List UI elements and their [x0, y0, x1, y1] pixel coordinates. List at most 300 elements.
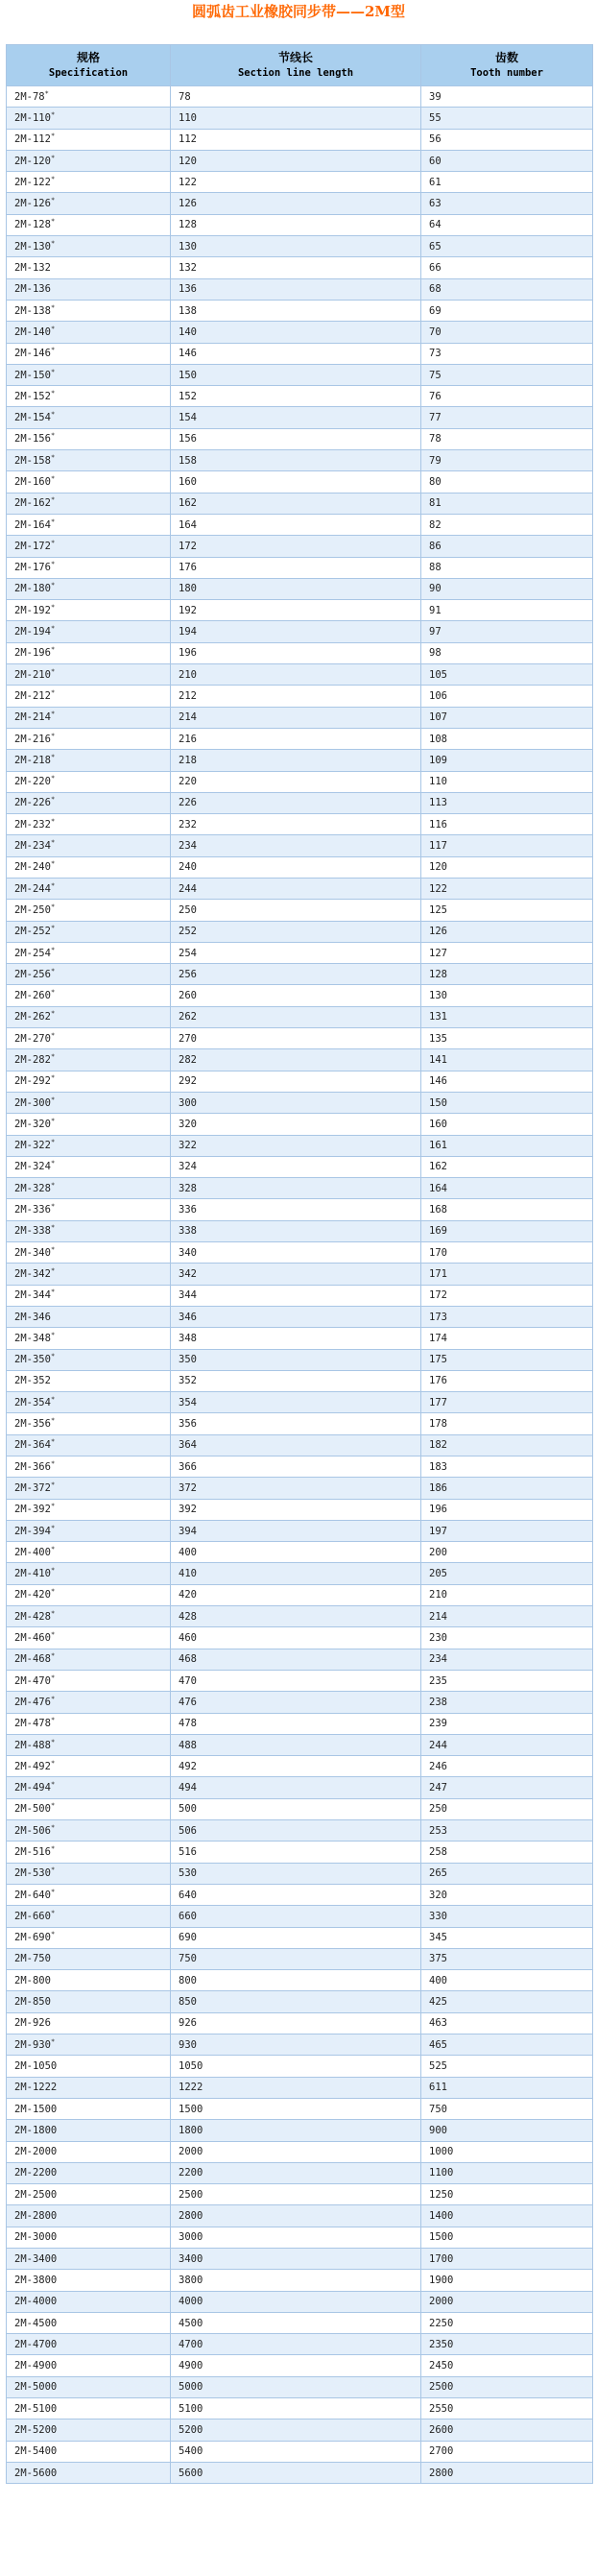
- table-row: [7, 2034, 593, 2056]
- cell-length: 1500: [171, 2098, 421, 2119]
- table-row: [7, 450, 593, 471]
- table-row: [7, 2462, 593, 2483]
- star-mark: *: [50, 1117, 56, 1125]
- cell-specification: [7, 364, 171, 385]
- specification-value: 2M-342: [14, 1267, 51, 1280]
- cell-specification: [7, 2120, 171, 2141]
- star-mark: *: [50, 1395, 56, 1404]
- cell-specification: [7, 1584, 171, 1605]
- cell-specification: [7, 193, 171, 214]
- cell-teeth: 196: [421, 1499, 593, 1520]
- specification-value: 2M-300: [14, 1096, 51, 1109]
- specification-value: 2M-366: [14, 1460, 51, 1473]
- star-mark: *: [50, 903, 56, 911]
- specification-value: 2M-750: [14, 1953, 51, 1965]
- cell-teeth: 130: [421, 985, 593, 1006]
- cell-teeth: 73: [421, 343, 593, 364]
- table-row: [7, 1092, 593, 1113]
- cell-teeth: 1900: [421, 2270, 593, 2291]
- cell-teeth: 170: [421, 1242, 593, 1264]
- cell-teeth: 173: [421, 1306, 593, 1327]
- specification-value: 2M-172: [14, 540, 51, 552]
- specification-value: 2M-400: [14, 1546, 51, 1558]
- table-row: [7, 2162, 593, 2183]
- cell-specification: [7, 814, 171, 835]
- cell-teeth: 345: [421, 1927, 593, 1948]
- star-mark: *: [44, 89, 49, 98]
- table-row: [7, 1627, 593, 1649]
- cell-teeth: 183: [421, 1457, 593, 1478]
- cell-length: 3000: [171, 2227, 421, 2248]
- star-mark: *: [50, 453, 56, 462]
- specification-value: 2M-130: [14, 240, 51, 253]
- star-mark: *: [50, 1566, 56, 1575]
- star-mark: *: [50, 1844, 56, 1853]
- cell-length: 3800: [171, 2270, 421, 2291]
- cell-specification: [7, 2012, 171, 2034]
- cell-teeth: 97: [421, 621, 593, 642]
- cell-teeth: 109: [421, 750, 593, 771]
- cell-specification: [7, 964, 171, 985]
- cell-teeth: 75: [421, 364, 593, 385]
- cell-specification: [7, 878, 171, 899]
- specification-value: 2M-220: [14, 776, 51, 788]
- table-row: [7, 1434, 593, 1456]
- star-mark: *: [50, 774, 56, 782]
- cell-specification: [7, 2184, 171, 2205]
- cell-teeth: 110: [421, 771, 593, 792]
- star-mark: *: [50, 817, 56, 826]
- table-row: [7, 257, 593, 278]
- star-mark: *: [50, 1695, 56, 1703]
- cell-specification: [7, 664, 171, 686]
- star-mark: *: [50, 1801, 56, 1810]
- cell-length: 270: [171, 1028, 421, 1049]
- specification-value: 2M-354: [14, 1396, 51, 1408]
- specification-value: 2M-256: [14, 968, 51, 980]
- cell-teeth: 122: [421, 878, 593, 899]
- cell-teeth: 79: [421, 450, 593, 471]
- specification-value: 2M-162: [14, 497, 51, 510]
- cell-length: 212: [171, 686, 421, 707]
- table-row: [7, 1049, 593, 1071]
- table-row: [7, 2227, 593, 2248]
- cell-specification: [7, 493, 171, 514]
- cell-specification: [7, 1734, 171, 1755]
- cell-specification: [7, 1092, 171, 1113]
- cell-length: 366: [171, 1457, 421, 1478]
- table-row: [7, 86, 593, 108]
- cell-length: 850: [171, 1991, 421, 2012]
- cell-length: 930: [171, 2034, 421, 2056]
- table-row: [7, 1798, 593, 1819]
- table-row: [7, 750, 593, 771]
- table-row: [7, 1842, 593, 1863]
- specification-value: 2M-270: [14, 1032, 51, 1045]
- specification-value: 2M-260: [14, 990, 51, 1002]
- cell-teeth: 160: [421, 1114, 593, 1135]
- cell-teeth: 1250: [421, 2184, 593, 2205]
- cell-specification: [7, 1542, 171, 1563]
- star-mark: *: [50, 645, 56, 654]
- table-row: [7, 1006, 593, 1027]
- cell-specification: [7, 600, 171, 621]
- specification-value: 2M-164: [14, 518, 51, 531]
- specification-value: 2M-336: [14, 1204, 51, 1216]
- star-mark: *: [50, 495, 56, 504]
- cell-teeth: 60: [421, 150, 593, 171]
- cell-length: 176: [171, 557, 421, 578]
- header-en: Section line length: [237, 67, 354, 79]
- specification-value: 2M-262: [14, 1011, 51, 1023]
- cell-length: 232: [171, 814, 421, 835]
- star-mark: *: [50, 1331, 56, 1339]
- star-mark: *: [50, 1159, 56, 1168]
- cell-specification: [7, 1028, 171, 1049]
- cell-teeth: 330: [421, 1906, 593, 1927]
- cell-length: 120: [171, 150, 421, 171]
- star-mark: *: [50, 132, 56, 140]
- star-mark: *: [50, 346, 56, 354]
- cell-teeth: 1700: [421, 2248, 593, 2269]
- cell-length: 460: [171, 1627, 421, 1649]
- cell-teeth: 465: [421, 2034, 593, 2056]
- specification-value: 2M-78: [14, 90, 45, 103]
- cell-teeth: 174: [421, 1328, 593, 1349]
- cell-length: 300: [171, 1092, 421, 1113]
- table-row: [7, 1906, 593, 1927]
- specification-value: 2M-428: [14, 1610, 51, 1623]
- specification-value: 2M-140: [14, 325, 51, 338]
- specification-value: 2M-320: [14, 1118, 51, 1130]
- table-row: [7, 278, 593, 300]
- table-row: [7, 322, 593, 343]
- table-row: [7, 1884, 593, 1905]
- cell-length: 152: [171, 386, 421, 407]
- table-row: [7, 964, 593, 985]
- cell-teeth: 150: [421, 1092, 593, 1113]
- cell-teeth: 113: [421, 792, 593, 813]
- cell-specification: [7, 1713, 171, 1734]
- specification-value: 2M-126: [14, 198, 51, 210]
- table-row: [7, 1478, 593, 1499]
- specification-value: 2M-154: [14, 412, 51, 424]
- cell-length: 234: [171, 835, 421, 856]
- table-row: [7, 300, 593, 321]
- table-row: [7, 1349, 593, 1370]
- cell-teeth: 320: [421, 1884, 593, 1905]
- table-row: [7, 1370, 593, 1391]
- cell-teeth: 82: [421, 514, 593, 535]
- specification-value: 2M-640: [14, 1889, 51, 1901]
- specification-value: 2M-254: [14, 947, 51, 959]
- cell-specification: [7, 1820, 171, 1842]
- cell-length: 128: [171, 214, 421, 235]
- cell-teeth: 141: [421, 1049, 593, 1071]
- cell-length: 5100: [171, 2398, 421, 2420]
- cell-teeth: 234: [421, 1649, 593, 1670]
- cell-specification: [7, 2227, 171, 2248]
- cell-teeth: 175: [421, 1349, 593, 1370]
- cell-teeth: 2000: [421, 2291, 593, 2312]
- cell-length: 500: [171, 1798, 421, 1819]
- cell-length: 158: [171, 450, 421, 471]
- cell-teeth: 171: [421, 1264, 593, 1285]
- cell-length: 78: [171, 86, 421, 108]
- table-row: [7, 386, 593, 407]
- specification-value: 2M-1500: [14, 2103, 58, 2115]
- star-mark: *: [50, 154, 56, 162]
- cell-teeth: 239: [421, 1713, 593, 1734]
- cell-teeth: 246: [421, 1756, 593, 1777]
- cell-length: 240: [171, 856, 421, 878]
- cell-specification: [7, 578, 171, 599]
- cell-teeth: 182: [421, 1434, 593, 1456]
- cell-specification: [7, 1285, 171, 1306]
- cell-length: 226: [171, 792, 421, 813]
- cell-teeth: 168: [421, 1199, 593, 1220]
- specification-value: 2M-110: [14, 111, 51, 124]
- table-row: [7, 1220, 593, 1241]
- star-mark: *: [50, 1266, 56, 1275]
- table-row: [7, 900, 593, 921]
- cell-length: 392: [171, 1499, 421, 1520]
- cell-length: 140: [171, 322, 421, 343]
- specification-value: 2M-240: [14, 861, 51, 874]
- cell-length: 146: [171, 343, 421, 364]
- table-row: [7, 1242, 593, 1264]
- cell-teeth: 77: [421, 407, 593, 428]
- cell-teeth: 68: [421, 278, 593, 300]
- cell-specification: [7, 236, 171, 257]
- cell-specification: [7, 129, 171, 150]
- cell-length: 156: [171, 428, 421, 449]
- cell-specification: [7, 214, 171, 235]
- specification-value: 2M-500: [14, 1803, 51, 1816]
- table-row: [7, 621, 593, 642]
- cell-length: 1050: [171, 2056, 421, 2077]
- cell-length: 160: [171, 471, 421, 493]
- star-mark: *: [50, 1587, 56, 1596]
- specification-value: 2M-5100: [14, 2402, 58, 2415]
- star-mark: *: [50, 924, 56, 932]
- star-mark: *: [50, 1095, 56, 1104]
- cell-teeth: 205: [421, 1563, 593, 1584]
- cell-length: 372: [171, 1478, 421, 1499]
- cell-teeth: 611: [421, 2077, 593, 2098]
- specification-value: 2M-122: [14, 176, 51, 188]
- table-row: [7, 2398, 593, 2420]
- specification-value: 2M-138: [14, 304, 51, 317]
- cell-teeth: 176: [421, 1370, 593, 1391]
- cell-specification: [7, 1991, 171, 2012]
- table-row: [7, 728, 593, 749]
- cell-length: 194: [171, 621, 421, 642]
- star-mark: *: [50, 967, 56, 975]
- table-body: [7, 86, 593, 2484]
- star-mark: *: [50, 624, 56, 633]
- star-mark: *: [50, 560, 56, 568]
- star-mark: *: [50, 988, 56, 997]
- cell-length: 110: [171, 108, 421, 129]
- cell-specification: [7, 1178, 171, 1199]
- star-mark: *: [50, 1181, 56, 1190]
- specification-value: 2M-800: [14, 1974, 51, 1986]
- specification-value: 2M-4900: [14, 2360, 58, 2372]
- cell-length: 328: [171, 1178, 421, 1199]
- cell-length: 112: [171, 129, 421, 150]
- specification-value: 2M-192: [14, 604, 51, 616]
- header-en: Tooth number: [470, 67, 543, 79]
- cell-length: 926: [171, 2012, 421, 2034]
- cell-specification: [7, 2441, 171, 2462]
- table-row: [7, 1692, 593, 1713]
- cell-specification: [7, 2462, 171, 2483]
- table-row: [7, 2120, 593, 2141]
- cell-length: 2000: [171, 2141, 421, 2162]
- cell-specification: [7, 2056, 171, 2077]
- cell-teeth: 105: [421, 664, 593, 686]
- cell-teeth: 210: [421, 1584, 593, 1605]
- cell-specification: [7, 1927, 171, 1948]
- table-row: [7, 193, 593, 214]
- cell-specification: [7, 728, 171, 749]
- cell-length: 428: [171, 1606, 421, 1627]
- star-mark: *: [50, 946, 56, 954]
- cell-length: 4700: [171, 2334, 421, 2355]
- cell-specification: [7, 1842, 171, 1863]
- table-row: [7, 1457, 593, 1478]
- cell-specification: [7, 2098, 171, 2119]
- cell-teeth: 66: [421, 257, 593, 278]
- cell-teeth: 247: [421, 1777, 593, 1798]
- cell-length: 476: [171, 1692, 421, 1713]
- cell-length: 750: [171, 1948, 421, 1969]
- cell-teeth: 146: [421, 1071, 593, 1092]
- cell-length: 162: [171, 493, 421, 514]
- cell-specification: [7, 1970, 171, 1991]
- specification-value: 2M-690: [14, 1932, 51, 1944]
- specification-value: 2M-5000: [14, 2381, 58, 2394]
- star-mark: *: [50, 1780, 56, 1789]
- star-mark: *: [50, 838, 56, 847]
- specification-value: 2M-322: [14, 1140, 51, 1152]
- specification-value: 2M-160: [14, 475, 51, 488]
- cell-length: 164: [171, 514, 421, 535]
- specification-value: 2M-1050: [14, 2059, 58, 2072]
- cell-length: 336: [171, 1199, 421, 1220]
- table-row: [7, 1734, 593, 1755]
- star-mark: *: [50, 217, 56, 226]
- cell-specification: [7, 750, 171, 771]
- table-row: [7, 1563, 593, 1584]
- cell-specification: [7, 536, 171, 557]
- specification-value: 2M-252: [14, 926, 51, 938]
- cell-specification: [7, 1370, 171, 1391]
- cell-length: 5400: [171, 2441, 421, 2462]
- star-mark: *: [50, 325, 56, 333]
- specification-value: 2M-282: [14, 1054, 51, 1066]
- specification-value: 2M-926: [14, 2017, 51, 2030]
- cell-length: 1800: [171, 2120, 421, 2141]
- table-row: [7, 2334, 593, 2355]
- cell-teeth: 2450: [421, 2355, 593, 2376]
- cell-teeth: 238: [421, 1692, 593, 1713]
- table-row: [7, 686, 593, 707]
- table-row: [7, 1948, 593, 1969]
- star-mark: *: [50, 1716, 56, 1724]
- cell-specification: [7, 1798, 171, 1819]
- star-mark: *: [50, 474, 56, 483]
- table-row: [7, 1135, 593, 1156]
- cell-teeth: 1500: [421, 2227, 593, 2248]
- specification-value: 2M-250: [14, 903, 51, 916]
- table-row: [7, 2291, 593, 2312]
- cell-teeth: 244: [421, 1734, 593, 1755]
- star-mark: *: [50, 175, 56, 183]
- header-section-line-length: [171, 45, 421, 86]
- specification-value: 2M-4700: [14, 2338, 58, 2350]
- table-row: [7, 921, 593, 942]
- cell-length: 4500: [171, 2312, 421, 2333]
- specification-value: 2M-158: [14, 454, 51, 467]
- cell-specification: [7, 172, 171, 193]
- cell-length: 344: [171, 1285, 421, 1306]
- cell-teeth: 178: [421, 1413, 593, 1434]
- specification-value: 2M-2000: [14, 2146, 58, 2158]
- cell-teeth: 65: [421, 236, 593, 257]
- star-mark: *: [50, 1052, 56, 1061]
- cell-teeth: 80: [421, 471, 593, 493]
- cell-specification: [7, 2420, 171, 2441]
- cell-length: 252: [171, 921, 421, 942]
- specification-value: 2M-470: [14, 1674, 51, 1687]
- cell-specification: [7, 1670, 171, 1691]
- cell-teeth: 375: [421, 1948, 593, 1969]
- cell-teeth: 2250: [421, 2312, 593, 2333]
- specification-value: 2M-1222: [14, 2082, 58, 2094]
- specification-value: 2M-340: [14, 1246, 51, 1259]
- cell-length: 394: [171, 1520, 421, 1541]
- table-row: [7, 2056, 593, 2077]
- star-mark: *: [50, 1223, 56, 1232]
- cell-specification: [7, 1328, 171, 1349]
- cell-length: 218: [171, 750, 421, 771]
- star-mark: *: [50, 1930, 56, 1938]
- cell-specification: [7, 2334, 171, 2355]
- table-row: [7, 1392, 593, 1413]
- specification-value: 2M-5400: [14, 2445, 58, 2458]
- star-mark: *: [50, 1651, 56, 1660]
- cell-length: 492: [171, 1756, 421, 1777]
- cell-length: 364: [171, 1434, 421, 1456]
- star-mark: *: [50, 688, 56, 697]
- star-mark: *: [50, 2037, 56, 2046]
- table-row: [7, 600, 593, 621]
- cell-specification: [7, 1777, 171, 1798]
- cell-length: 136: [171, 278, 421, 300]
- star-mark: *: [50, 431, 56, 440]
- cell-teeth: 86: [421, 536, 593, 557]
- header-zh: 规格: [76, 51, 100, 64]
- specification-value: 2M-244: [14, 882, 51, 895]
- cell-teeth: 127: [421, 942, 593, 963]
- cell-teeth: 265: [421, 1863, 593, 1884]
- cell-length: 342: [171, 1264, 421, 1285]
- table-row: [7, 664, 593, 686]
- cell-teeth: 2700: [421, 2441, 593, 2462]
- cell-length: 2200: [171, 2162, 421, 2183]
